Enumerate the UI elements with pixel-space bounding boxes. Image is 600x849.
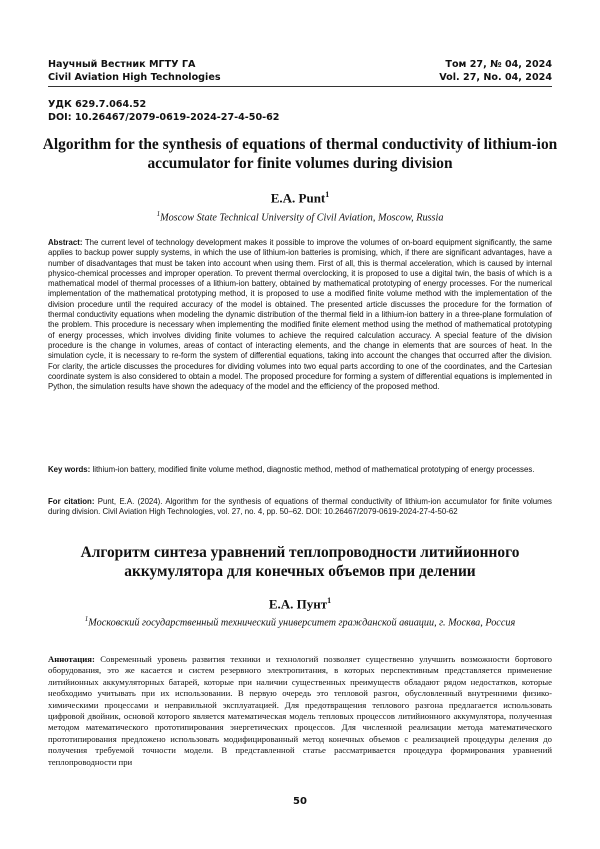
page-number: 50: [293, 796, 307, 807]
article-identifiers: [48, 98, 279, 124]
author-name-en: E.A. Punt: [270, 190, 326, 206]
title-ru: Алгоритм синтеза уравнений теплопроводности литийионного аккумулятора для конечных объемов при делении: [80, 544, 520, 580]
abstract-ru: [48, 654, 552, 768]
author-en: [40, 190, 560, 206]
journal-header-row-en: [48, 72, 552, 83]
author-sup-en: 1: [325, 190, 330, 199]
author-sup-ru: 1: [327, 596, 332, 605]
header-divider: [48, 86, 552, 87]
author-ru: [40, 596, 560, 612]
keywords-en: [48, 465, 552, 475]
journal-name-en: Civil Aviation High Technologies: [48, 72, 221, 83]
affiliation-ru: [60, 613, 540, 630]
journal-header-row-ru: [48, 59, 552, 70]
abstract-text-ru: Современный уровень развития техники и технологий позволяет существенно улучшить возможности бортового оборудования, это же касается и систем резервного электропитания, в которых перспективным представляется применение литийионных аккумуляторных батарей, которые при наличии существенных преимуществ обладают рядом недостатков, которые необходимо учитывать при их использовании. В первую очередь это тепловой разгон, обусловленный внутренними физико-химическими процессами и неправильной эксплуатацией. Для предотвращения теплового разгона предлагается использовать цифровой двойник, основой которого является математическая модель тепловых процессов литийионного аккумулятора, полученная методом математического прототипирования энергетических процессов. Для численной реализации метода математического прототипирования предложено использовать модифицированный метод конечных объемов с реализацией процедуры деления до получения требуемой точности модели. В представленной статье рассматривается процедура формирования уравнений теплопроводности при: [48, 654, 552, 767]
abstract-label-en: Abstract:: [48, 238, 83, 247]
affiliation-text-en: Moscow State Technical University of Civil Aviation, Moscow, Russia: [160, 212, 444, 224]
abstract-en: [48, 238, 552, 392]
citation-text-en: Punt, E.A. (2024). Algorithm for the synthesis of equations of thermal conductivity of lithium-ion accumulator for finite volumes during division. Civil Aviation High Technologies, vol. 27, no. 4, pp. 50–62. DOI: 10.26467/2079-0619-2024-27-4-50-62: [48, 497, 552, 517]
volume-en: Vol. 27, No. 04, 2024: [439, 72, 552, 83]
citation-en: [48, 497, 552, 518]
journal-name-ru: Научный Вестник МГТУ ГА: [48, 59, 196, 70]
keywords-text-en: lithium-ion battery, modified finite volume method, diagnostic method, method of mathematical prototyping of energy processes.: [92, 465, 535, 474]
udk-code: УДК 629.7.064.52: [48, 99, 147, 110]
volume-ru: Том 27, № 04, 2024: [445, 59, 552, 70]
affiliation-sup-ru: 1: [84, 615, 89, 623]
doi: DOI: 10.26467/2079-0619-2024-27-4-50-62: [48, 112, 280, 123]
title-en: Algorithm for the synthesis of equations of thermal conductivity of lithium-ion accumulator for finite volumes during division: [42, 136, 558, 172]
affiliation-sup-en: 1: [156, 210, 161, 218]
author-name-ru: Е.А. Пунт: [268, 596, 328, 612]
abstract-text-en: The current level of technology development makes it possible to improve the volumes of on-board equipment significantly, the same applies to backup power supply systems, in which the use of lithium-ion batteries is promising, which, if there are significant advantages, have a number of disadvantages that must be taken into account when using them. First of all, this is thermal acceleration, which is caused by internal physico-chemical processes and improper operation. To prevent thermal overclocking, it is proposed to use a digital twin, the basis of which is a mathematical model of thermal processes of a lithium-ion battery, obtained by mathematical prototyping of energy processes. For the numerical implementation of the mathematical prototyping method, it is proposed to use a modified finite volume method with the implementation of the division procedure until the required accuracy of the model is obtained. The presented article discusses the procedure for the formation of thermal conductivity equations when modeling the dynamic distribution of the thermal field in a lithium-ion battery in a three-plane formulation of the problem. This procedure is necessary when implementing the modified finite element method using the method of mathematical prototyping of energy processes, which involves dividing finite volumes to achieve the required calculation accuracy. A special feature of the division procedure is the change in volumes, areas of contact of interacting elements, and the change in elements that are sources of heat. In the simulation cycle, it is necessary to re-form the system of differential equations, taking into account the changes that occurred after the division. For clarity, the article discusses the procedures for dividing volumes into two equal parts according to one of the coordinates, and the Cartesian coordinate system is also considered to obtain a model. The proposed procedure for forming a system of differential equations is implemented in Python, the simulation results have shown the adequacy of the model and the efficiency of the proposed method.: [48, 238, 553, 392]
citation-label-en: For citation:: [48, 497, 95, 506]
keywords-label-en: Key words:: [48, 465, 91, 474]
affiliation-text-ru: Московский государственный технический университет гражданской авиации, г. Москва, Россия: [88, 617, 516, 629]
affiliation-en: [60, 208, 540, 225]
abstract-label-ru: Аннотация:: [48, 654, 95, 664]
